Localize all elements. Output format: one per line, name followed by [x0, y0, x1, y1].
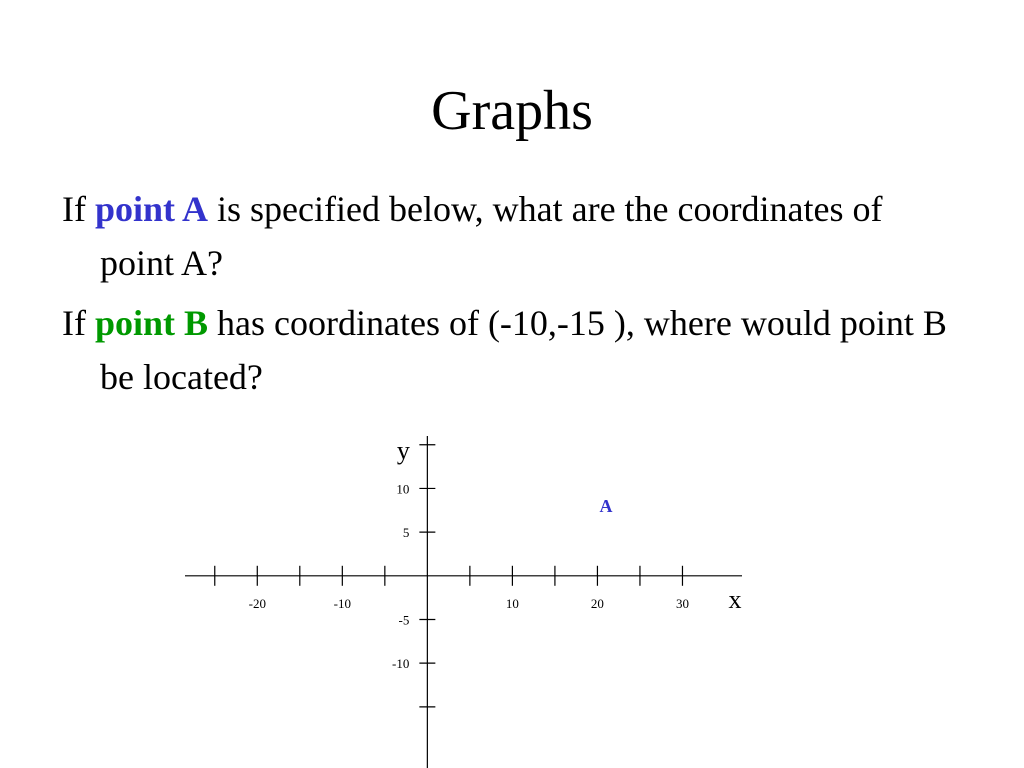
x-tick-label: 30 — [675, 595, 689, 611]
x-tick-label: -20 — [248, 595, 266, 611]
x-axis-label: x — [728, 584, 742, 614]
bullet-1-prefix: If — [62, 189, 95, 229]
x-tick-label: 20 — [590, 595, 604, 611]
y-tick-label: 10 — [396, 481, 410, 497]
point-a-highlight: point A — [94, 189, 209, 229]
y-axis-label: y — [396, 436, 410, 465]
slide-title: Graphs — [431, 80, 593, 142]
point-a-marker: A — [599, 495, 613, 516]
x-tick-label: 10 — [505, 595, 519, 611]
y-tick-label: -5 — [398, 612, 410, 628]
bullet-2-prefix: If — [62, 303, 95, 343]
point-b-highlight: point B — [94, 303, 209, 343]
x-tick-label: -10 — [333, 595, 351, 611]
bullet-1-suffix: is specified below, what are the coordinates of point A? — [100, 189, 883, 283]
bullet-2-suffix: has coordinates of (-10,-15 ), where would point B be located? — [100, 303, 947, 397]
y-tick-label: 5 — [402, 525, 410, 541]
y-tick-label: -10 — [392, 656, 410, 672]
